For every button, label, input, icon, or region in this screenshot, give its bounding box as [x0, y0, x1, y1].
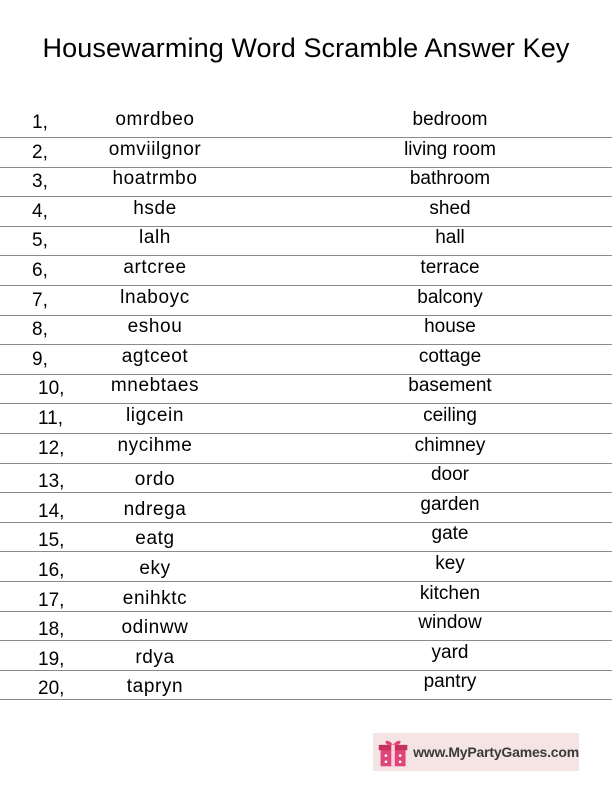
answer-word: shed: [429, 197, 471, 219]
scrambled-word: hoatrmbo: [112, 168, 198, 190]
answer-word: bedroom: [412, 109, 488, 130]
item-number: 17,: [38, 589, 65, 611]
scrambled-word: ligcein: [125, 405, 185, 426]
answer-word: ceiling: [423, 405, 477, 426]
answer-word: house: [424, 316, 476, 338]
answer-row: [0, 670, 612, 700]
answer-row: [0, 226, 612, 256]
answer-word: bathroom: [409, 168, 491, 190]
answer-word: living room: [404, 138, 496, 160]
answer-row: [0, 374, 612, 404]
item-number: 14,: [38, 500, 65, 522]
item-number: 10,: [38, 378, 65, 400]
scrambled-word: odinww: [121, 617, 189, 639]
item-number: 16,: [38, 560, 65, 581]
answer-word: chimney: [414, 434, 486, 456]
answer-word: hall: [435, 227, 465, 249]
item-number: 5,: [32, 230, 48, 252]
item-number: 18,: [38, 619, 65, 641]
scrambled-word: lnaboyc: [120, 286, 190, 308]
item-number: 19,: [38, 648, 65, 670]
scrambled-word: eky: [139, 558, 171, 579]
answer-row: [0, 167, 612, 197]
answer-word: gate: [431, 523, 469, 545]
answer-word: pantry: [423, 671, 477, 693]
item-number: 13,: [38, 471, 65, 493]
answer-word: door: [430, 464, 470, 486]
website-banner[interactable]: [373, 733, 579, 771]
answer-row: [0, 493, 612, 523]
scrambled-word: eshou: [127, 316, 183, 338]
answer-word: yard: [431, 641, 469, 663]
answer-row: [0, 552, 612, 582]
answer-word: balcony: [417, 286, 483, 308]
answer-word: key: [435, 553, 465, 574]
item-number: 12,: [38, 437, 65, 459]
item-number: 2,: [32, 141, 48, 163]
answer-row: [0, 404, 612, 434]
answer-word: cottage: [418, 345, 482, 367]
gift-box-icon: [377, 734, 409, 770]
answer-row: [0, 522, 612, 552]
scrambled-word: eatg: [135, 528, 175, 550]
answer-row: [0, 463, 612, 493]
item-number: 6,: [32, 260, 48, 281]
answer-row: [0, 286, 612, 316]
scrambled-word: lalh: [139, 227, 171, 249]
answer-row: [0, 256, 612, 286]
answer-word: basement: [408, 375, 492, 397]
scrambled-word: mnebtaes: [110, 375, 200, 397]
scrambled-word: artcree: [123, 257, 187, 278]
answer-row: [0, 641, 612, 671]
item-number: 1,: [32, 112, 48, 133]
answer-row: [0, 138, 612, 168]
item-number: 3,: [32, 171, 48, 193]
answer-word: kitchen: [419, 582, 481, 604]
answer-word: terrace: [420, 257, 480, 278]
scrambled-word: ndrega: [123, 498, 187, 520]
item-number: 4,: [32, 200, 48, 222]
answer-row: [0, 197, 612, 227]
answer-word: window: [418, 612, 482, 634]
scrambled-word: omviilgnor: [108, 138, 202, 160]
page-title: Housewarming Word Scramble Answer Key: [42, 33, 570, 63]
item-number: 11,: [38, 408, 64, 429]
scrambled-word: nycihme: [117, 434, 193, 456]
scrambled-word: ordo: [134, 469, 176, 491]
answer-row: [0, 434, 612, 464]
answer-row: [0, 582, 612, 612]
answer-row: [0, 611, 612, 641]
answer-row: [0, 315, 612, 345]
item-number: 15,: [38, 530, 65, 552]
scrambled-word: hsde: [133, 197, 177, 219]
item-number: 8,: [32, 319, 48, 341]
scrambled-word: tapryn: [126, 676, 184, 698]
item-number: 20,: [38, 678, 65, 700]
item-number: 9,: [32, 348, 48, 370]
row-divider: [0, 699, 612, 700]
scrambled-word: enihktc: [122, 587, 188, 609]
answer-row: [0, 345, 612, 375]
item-number: 7,: [32, 289, 48, 311]
scrambled-word: agtceot: [121, 345, 189, 367]
answer-row: [0, 108, 612, 138]
website-url: www.MyPartyGames.com: [413, 744, 579, 760]
scrambled-word: rdya: [135, 646, 175, 668]
answer-word: garden: [420, 493, 480, 515]
scrambled-word: omrdbeo: [115, 109, 195, 130]
